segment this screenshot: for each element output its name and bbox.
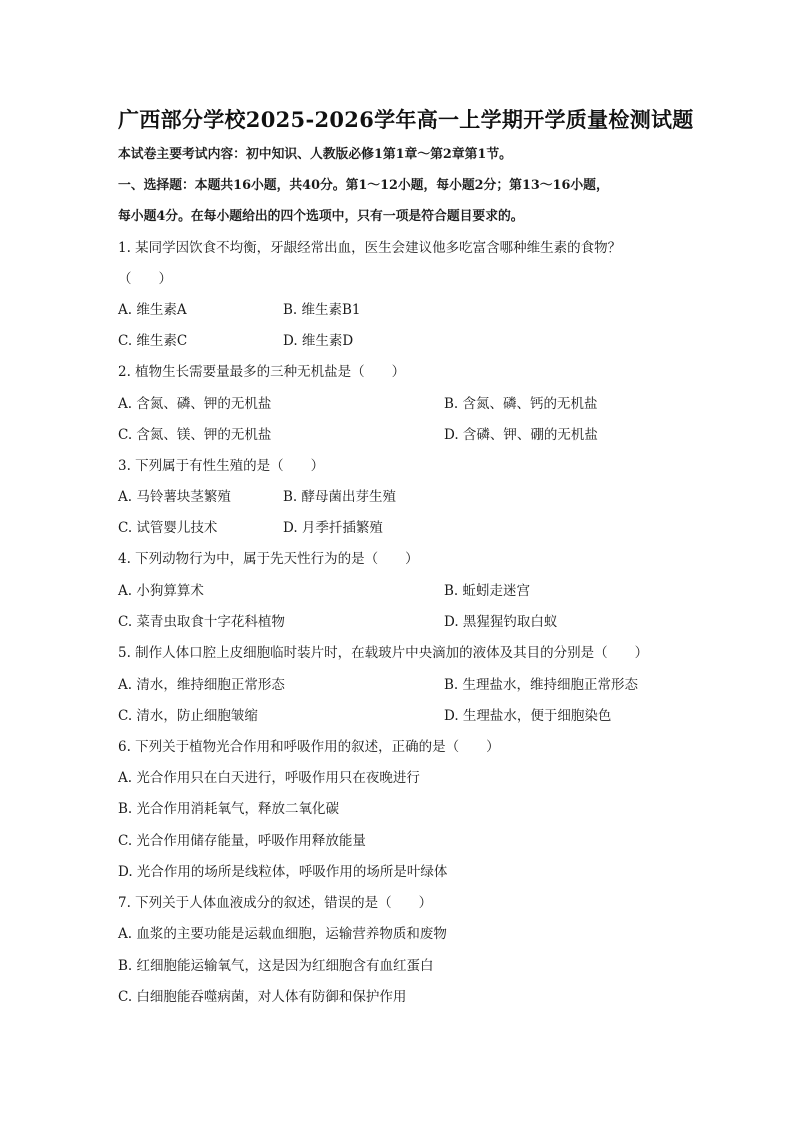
question-4-option-c: C. 菜青虫取食十字花科植物 [118,614,285,630]
question-6-option-a: A. 光合作用只在白天进行，呼吸作用只在夜晚进行 [118,770,420,786]
question-4-stem: 4. 下列动物行为中，属于先天性行为的是（ ） [118,551,419,567]
question-3-option-a: A. 马铃薯块茎繁殖 [118,489,231,505]
question-3-option-d: D. 月季扦插繁殖 [283,520,383,536]
question-5-stem: 5. 制作人体口腔上皮细胞临时装片时，在载玻片中央滴加的液体及其目的分别是（ ） [118,645,649,661]
section-instruction-line-1: 一、选择题：本题共16小题，共40分。第1～12小题，每小题2分；第13～16小题， [118,178,609,193]
question-7-option-a: A. 血浆的主要功能是运载血细胞，运输营养物质和废物 [118,926,447,942]
question-1-option-a: A. 维生素A [118,302,187,318]
question-6-option-b: B. 光合作用消耗氧气，释放二氧化碳 [118,801,340,817]
question-1-option-b: B. 维生素B1 [283,302,361,318]
question-2-option-a: A. 含氮、磷、钾的无机盐 [118,396,272,412]
question-1-option-d: D. 维生素D [283,333,354,349]
exam-intro: 本试卷主要考试内容：初中知识、人教版必修1第1章～第2章第1节。 [118,147,512,162]
question-2-option-d: D. 含磷、钾、硼的无机盐 [444,427,598,443]
question-6-option-d: D. 光合作用的场所是线粒体，呼吸作用的场所是叶绿体 [118,864,448,880]
question-3-option-c: C. 试管婴儿技术 [118,520,218,536]
question-2-option-c: C. 含氮、镁、钾的无机盐 [118,427,272,443]
question-6-stem: 6. 下列关于植物光合作用和呼吸作用的叙述，正确的是（ ） [118,739,500,755]
question-4-option-a: A. 小狗算算术 [118,583,204,599]
question-7-option-b: B. 红细胞能运输氧气，这是因为红细胞含有血红蛋白 [118,958,434,974]
question-5-option-d: D. 生理盐水，便于细胞染色 [444,708,612,724]
exam-title: 广西部分学校2025-2026学年高一上学期开学质量检测试题 [118,107,694,132]
question-1-blank: （ ） [118,271,172,287]
question-3-option-b: B. 酵母菌出芽生殖 [283,489,397,505]
question-5-option-a: A. 清水，维持细胞正常形态 [118,677,285,693]
question-1-option-c: C. 维生素C [118,333,188,349]
question-1-stem: 1. 某同学因饮食不均衡，牙龈经常出血，医生会建议他多吃富含哪种维生素的食物？ [118,240,622,256]
question-2-option-b: B. 含氮、磷、钙的无机盐 [444,396,598,412]
question-7-stem: 7. 下列关于人体血液成分的叙述，错误的是（ ） [118,895,433,911]
question-4-option-d: D. 黑猩猩钓取白蚁 [444,614,558,630]
section-instruction-line-2: 每小题4分。在每小题给出的四个选项中，只有一项是符合题目要求的。 [118,209,524,224]
question-7-option-c: C. 白细胞能吞噬病菌，对人体有防御和保护作用 [118,989,407,1005]
question-6-option-c: C. 光合作用储存能量，呼吸作用释放能量 [118,833,366,849]
question-3-stem: 3. 下列属于有性生殖的是（ ） [118,458,325,474]
question-4-option-b: B. 蚯蚓走迷宫 [444,583,531,599]
question-5-option-c: C. 清水，防止细胞皱缩 [118,708,258,724]
question-5-option-b: B. 生理盐水，维持细胞正常形态 [444,677,639,693]
question-2-stem: 2. 植物生长需要量最多的三种无机盐是（ ） [118,364,406,380]
